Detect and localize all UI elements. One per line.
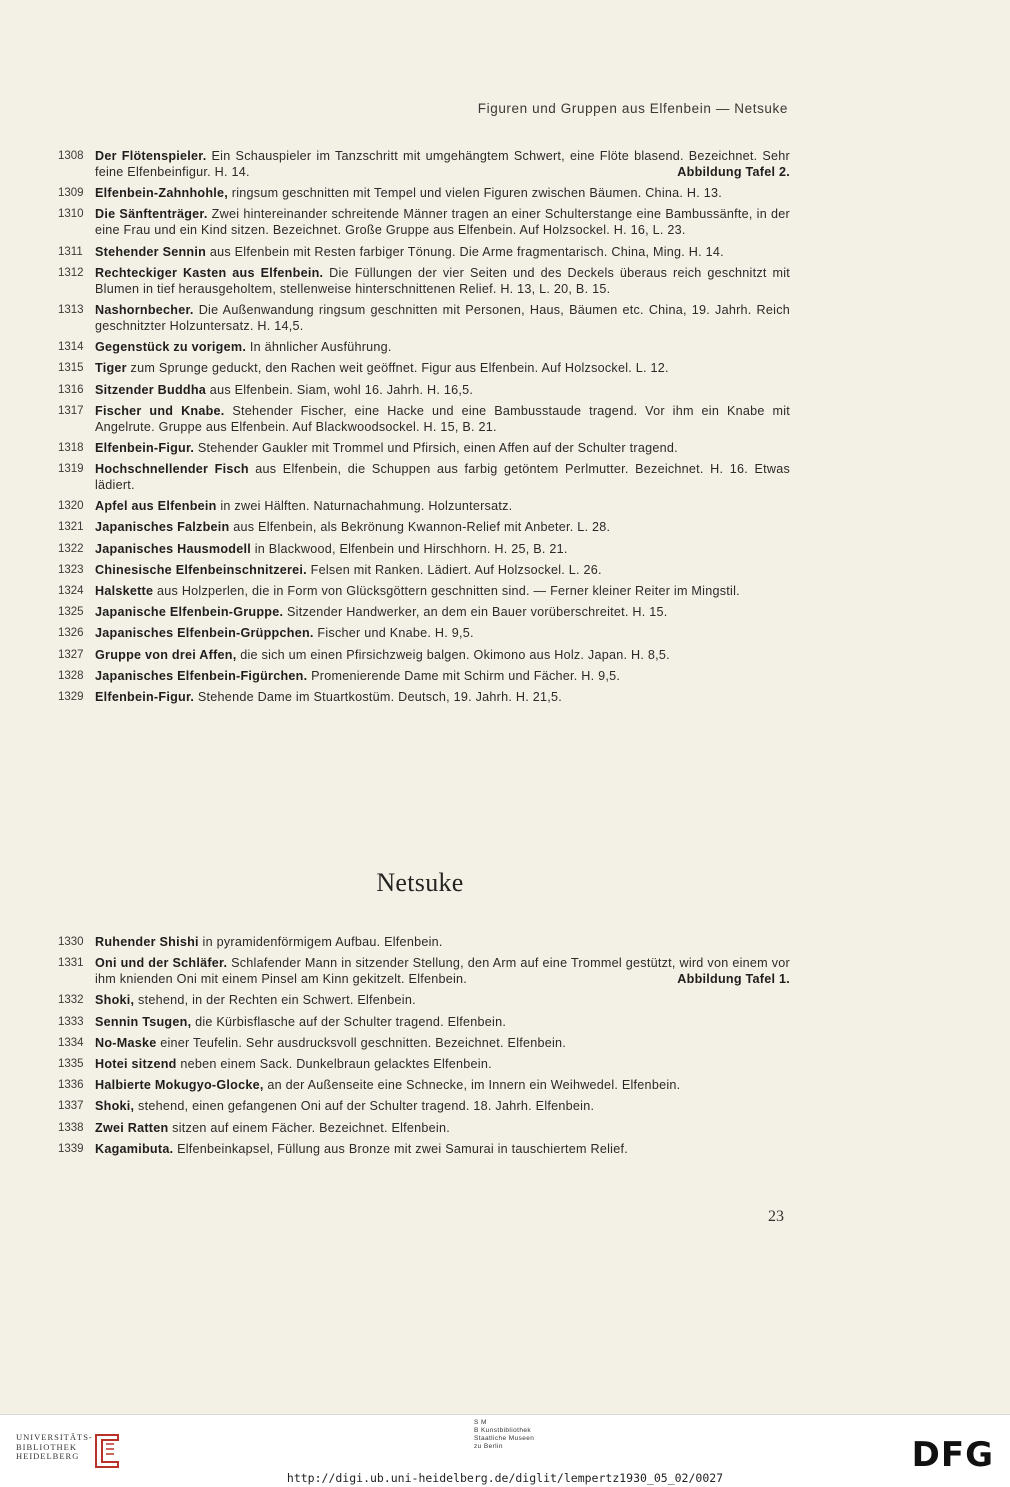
- entries-list-figures: [58, 148, 790, 710]
- entry-title: Japanisches Elfenbein-Grüppchen.: [95, 626, 314, 641]
- plate-reference: Abbildung Tafel 1.: [677, 972, 790, 987]
- digitization-footer: [0, 1414, 1010, 1487]
- entry-text: in Blackwood, Elfenbein und Hirschhorn. H. 25, B. 21.: [251, 541, 568, 556]
- catalog-entry: [58, 934, 790, 950]
- entry-description: [95, 541, 790, 557]
- entry-title: Japanisches Falzbein: [95, 520, 230, 535]
- entry-description: [95, 403, 790, 435]
- entry-description: [95, 647, 790, 663]
- catalog-entry: [58, 440, 790, 456]
- entry-text: die Kürbisflasche auf der Schulter tragend. Elfenbein.: [191, 1014, 507, 1029]
- smb-line: Staatliche Museen: [474, 1435, 535, 1442]
- catalog-entry: [58, 461, 790, 493]
- catalog-entry: [58, 382, 790, 398]
- page-number: 23: [768, 1208, 784, 1225]
- catalog-entry: [58, 244, 790, 260]
- entry-title: Shoki,: [95, 993, 135, 1008]
- catalog-entry: [58, 1098, 790, 1114]
- university-mark-icon: [92, 1431, 122, 1471]
- university-library-logo[interactable]: [16, 1433, 93, 1462]
- entry-title: Japanisches Elfenbein-Figürchen.: [95, 668, 308, 683]
- entry-title: Elfenbein-Figur.: [95, 689, 195, 704]
- entry-text: Fischer und Knabe. H. 9,5.: [313, 626, 474, 641]
- catalog-entry: [58, 604, 790, 620]
- lot-number: 1336: [58, 1079, 84, 1092]
- entry-description: [95, 1098, 790, 1114]
- entry-text: einer Teufelin. Sehr ausdrucksvoll geschnitten. Bezeichnet. Elfenbein.: [156, 1035, 567, 1050]
- entry-description: [95, 668, 790, 684]
- entry-description: [95, 440, 790, 456]
- catalog-entry: [58, 562, 790, 578]
- lot-number: 1328: [58, 669, 84, 682]
- entry-text: in zwei Hälften. Naturnachahmung. Holzuntersatz.: [216, 499, 513, 514]
- entry-text: stehend, in der Rechten ein Schwert. Elfenbein.: [134, 993, 416, 1008]
- entry-text: Ein Schauspieler im Tanzschritt mit umgehängtem Schwert, eine Flöte blasend. Bezeichnet. Sehr feine Elfenbeinfigur. H. 14.: [95, 149, 790, 179]
- entry-title: Apfel aus Elfenbein: [95, 499, 217, 514]
- entry-description: [95, 583, 790, 599]
- entries-list-netsuke: [58, 934, 790, 1162]
- entry-text: aus Elfenbein, als Bekrönung Kwannon-Relief mit Anbeter. L. 28.: [229, 520, 611, 535]
- lot-number: 1317: [58, 404, 84, 417]
- entry-description: [95, 1056, 790, 1072]
- entry-title: Kagamibuta.: [95, 1141, 174, 1156]
- entry-description: [95, 302, 790, 334]
- lot-number: 1339: [58, 1142, 84, 1155]
- smb-kunstbibliothek-logo[interactable]: [474, 1419, 534, 1451]
- lot-number: 1319: [58, 463, 84, 476]
- dfg-logo[interactable]: DFG: [911, 1435, 994, 1475]
- entry-title: Japanische Elfenbein-Gruppe.: [95, 605, 284, 620]
- entry-description: [95, 625, 790, 641]
- entry-description: [95, 562, 790, 578]
- entry-description: [95, 992, 790, 1008]
- entry-title: Rechteckiger Kasten aus Elfenbein.: [95, 265, 324, 280]
- catalog-entry: [58, 1141, 790, 1157]
- entry-text: Stehender Fischer, eine Hacke und eine Bambusstaude tragend. Vor ihm ein Knabe mit Angelrute. Gruppe aus Elfenbein. Auf Blackwoodsockel. H. 15, B. 21.: [95, 403, 790, 434]
- lot-number: 1309: [58, 187, 84, 200]
- entry-text: stehend, einen gefangenen Oni auf der Schulter tragend. 18. Jahrh. Elfenbein.: [134, 1099, 595, 1114]
- lot-number: 1310: [58, 208, 84, 221]
- entry-title: Gruppe von drei Affen,: [95, 647, 237, 662]
- lot-number: 1335: [58, 1057, 84, 1070]
- entry-title: Hochschnellender Fisch: [95, 462, 249, 477]
- catalog-entry: [58, 955, 790, 987]
- catalog-entry: [58, 647, 790, 663]
- lot-number: 1331: [58, 957, 84, 970]
- entry-description: [95, 604, 790, 620]
- running-head: Figuren und Gruppen aus Elfenbein — Netsuke: [477, 101, 788, 116]
- entry-description: [95, 955, 790, 987]
- entry-title: Tiger: [95, 361, 127, 376]
- section-heading: Netsuke: [376, 868, 464, 897]
- catalog-entry: [58, 302, 790, 334]
- catalog-entry: [58, 206, 790, 238]
- entry-text: aus Elfenbein mit Resten farbiger Tönung. Die Arme fragmentarisch. China, Ming. H. 14.: [206, 244, 724, 259]
- entry-text: Schlafender Mann in sitzender Stellung, den Arm auf eine Trommel gestützt, wird von einem vor ihm knienden Oni mit einem Pinsel am Kinn gekitzelt. Elfenbein.: [95, 956, 790, 987]
- entry-description: [95, 1077, 790, 1093]
- catalog-entry: [58, 1056, 790, 1072]
- entry-text: Stehender Gaukler mit Trommel und Pfirsich, einen Affen auf der Schulter tragend.: [194, 440, 678, 455]
- catalog-entry: [58, 519, 790, 535]
- entry-description: [95, 519, 790, 535]
- entry-text: neben einem Sack. Dunkelbraun gelacktes Elfenbein.: [176, 1056, 492, 1071]
- catalog-entry: [58, 1120, 790, 1136]
- entry-description: [95, 244, 790, 260]
- entry-text: aus Holzperlen, die in Form von Glücksgöttern geschnitten sind. — Ferner kleiner Reiter im Mingstil.: [153, 584, 740, 598]
- lot-number: 1321: [58, 521, 84, 534]
- entry-description: [95, 689, 790, 705]
- entry-text: Promenierende Dame mit Schirm und Fächer. H. 9,5.: [307, 668, 621, 683]
- entry-description: [95, 461, 790, 493]
- entry-description: [95, 360, 790, 376]
- catalog-entry: [58, 148, 790, 180]
- entry-description: [95, 148, 790, 180]
- catalog-entry: [58, 668, 790, 684]
- entry-text: aus Elfenbein, die Schuppen aus farbig getöntem Perlmutter. Bezeichnet. H. 16. Etwas lädiert.: [95, 462, 790, 493]
- catalog-entry: [58, 992, 790, 1008]
- smb-line: zu Berlin: [474, 1443, 503, 1450]
- entry-title: Chinesische Elfenbeinschnitzerei.: [95, 562, 307, 577]
- catalog-entry: [58, 1035, 790, 1051]
- smb-line: B Kunstbibliothek: [474, 1427, 532, 1434]
- entry-text: in pyramidenförmigem Aufbau. Elfenbein.: [198, 935, 443, 949]
- lot-number: 1325: [58, 606, 84, 619]
- entry-title: Fischer und Knabe.: [95, 403, 225, 418]
- entry-description: [95, 498, 790, 514]
- entry-text: Sitzender Handwerker, an dem ein Bauer vorüberschreitet. H. 15.: [283, 605, 668, 620]
- lot-number: 1316: [58, 383, 84, 396]
- entry-description: [95, 1120, 790, 1136]
- entry-title: Ruhender Shishi: [95, 935, 199, 949]
- catalog-entry: [58, 689, 790, 705]
- catalog-entry: [58, 185, 790, 201]
- lot-number: 1332: [58, 994, 84, 1007]
- entry-title: Nashornbecher.: [95, 302, 194, 317]
- entry-title: No-Maske: [95, 1035, 157, 1050]
- lot-number: 1313: [58, 303, 84, 316]
- entry-description: [95, 206, 790, 238]
- plate-reference: Abbildung Tafel 2.: [677, 165, 790, 179]
- catalog-entry: [58, 1014, 790, 1030]
- lot-number: 1327: [58, 648, 84, 661]
- lot-number: 1320: [58, 500, 84, 513]
- entry-description: [95, 1014, 790, 1030]
- catalog-entry: [58, 360, 790, 376]
- entry-text: zum Sprunge geduckt, den Rachen weit geöffnet. Figur aus Elfenbein. Auf Holzsockel. L. 12.: [126, 361, 669, 376]
- lot-number: 1326: [58, 627, 84, 640]
- lot-number: 1315: [58, 362, 84, 375]
- entry-text: Stehende Dame im Stuartkostüm. Deutsch, 19. Jahrh. H. 21,5.: [194, 689, 562, 704]
- lot-number: 1334: [58, 1036, 84, 1049]
- catalog-entry: [58, 541, 790, 557]
- lot-number: 1330: [58, 936, 84, 948]
- entry-text: ringsum geschnitten mit Tempel und vielen Figuren zwischen Bäumen. China. H. 13.: [228, 186, 722, 201]
- lot-number: 1323: [58, 563, 84, 576]
- lot-number: 1338: [58, 1121, 84, 1134]
- lot-number: 1333: [58, 1015, 84, 1028]
- catalog-entry: [58, 1077, 790, 1093]
- entry-text: sitzen auf einem Fächer. Bezeichnet. Elfenbein.: [168, 1120, 450, 1135]
- entry-title: Gegenstück zu vorigem.: [95, 340, 247, 355]
- permalink-url[interactable]: http://digi.ub.uni-heidelberg.de/diglit/lempertz1930_05_02/0027: [286, 1471, 724, 1485]
- lot-number: 1314: [58, 341, 84, 354]
- entry-text: Elfenbeinkapsel, Füllung aus Bronze mit zwei Samurai in tauschiertem Relief.: [173, 1141, 628, 1156]
- lot-number: 1324: [58, 585, 84, 597]
- lot-number: 1318: [58, 441, 84, 454]
- lot-number: 1337: [58, 1100, 84, 1113]
- entry-title: Elfenbein-Figur.: [95, 440, 195, 455]
- lot-number: 1329: [58, 690, 84, 703]
- lot-number: 1322: [58, 542, 84, 555]
- catalog-entry: [58, 498, 790, 514]
- entry-text: Felsen mit Ranken. Lädiert. Auf Holzsockel. L. 26.: [306, 562, 602, 577]
- entry-description: [95, 382, 790, 398]
- entry-title: Oni und der Schläfer.: [95, 956, 228, 971]
- entry-title: Japanisches Hausmodell: [95, 541, 251, 556]
- entry-title: Halbierte Mokugyo-Glocke,: [95, 1078, 264, 1093]
- entry-title: Die Sänftenträger.: [95, 207, 208, 222]
- entry-title: Hotei sitzend: [95, 1056, 177, 1071]
- entry-text: die sich um einen Pfirsichzweig balgen. Okimono aus Holz. Japan. H. 8,5.: [236, 647, 670, 662]
- entry-title: Sitzender Buddha: [95, 382, 207, 397]
- smb-line: S M: [474, 1419, 487, 1426]
- uni-logo-line: UNIVERSITÄTS-: [16, 1432, 93, 1442]
- entry-title: Stehender Sennin: [95, 244, 207, 259]
- uni-logo-line: HEIDELBERG: [16, 1451, 80, 1461]
- entry-text: aus Elfenbein. Siam, wohl 16. Jahrh. H. 16,5.: [206, 382, 474, 397]
- entry-text: an der Außenseite eine Schnecke, im Innern ein Weihwedel. Elfenbein.: [263, 1078, 681, 1093]
- entry-title: Zwei Ratten: [95, 1120, 169, 1135]
- lot-number: 1308: [58, 150, 84, 162]
- entry-text: Zwei hintereinander schreitende Männer tragen an einer Schulterstange eine Bambussänfte, in der eine Frau und ein Kind sitzen. Bezeichnet. Große Gruppe aus Elfenbein. Auf Holzsockel. H. 16, L. 23.: [95, 207, 790, 238]
- catalog-entry: [58, 625, 790, 641]
- entry-description: [95, 339, 790, 355]
- catalog-entry: [58, 583, 790, 599]
- entry-text: In ähnlicher Ausführung.: [246, 340, 392, 355]
- catalog-entry: [58, 339, 790, 355]
- lot-number: 1312: [58, 266, 84, 279]
- entry-title: Elfenbein-Zahnhohle,: [95, 186, 229, 201]
- entry-text: Die Außenwandung ringsum geschnitten mit Personen, Haus, Bäumen etc. China, 19. Jahrh. Reich geschnitzter Holzuntersatz. H. 14,5.: [95, 302, 790, 333]
- entry-title: Der Flötenspieler.: [95, 149, 207, 163]
- entry-description: [95, 934, 790, 950]
- catalog-entry: [58, 265, 790, 297]
- entry-description: [95, 1035, 790, 1051]
- entry-text: Die Füllungen der vier Seiten und des Deckels überaus reich geschnitzt mit Blumen in tief herausgeholtem, stellenweise hinterschnittenen Relief. H. 13, L. 20, B. 15.: [95, 265, 790, 296]
- entry-description: [95, 185, 790, 201]
- entry-title: Sennin Tsugen,: [95, 1014, 192, 1029]
- lot-number: 1311: [58, 245, 83, 258]
- entry-title: Shoki,: [95, 1099, 135, 1114]
- entry-title: Halskette: [95, 584, 154, 598]
- entry-description: [95, 1141, 790, 1157]
- entry-description: [95, 265, 790, 297]
- catalog-entry: [58, 403, 790, 435]
- uni-logo-line: BIBLIOTHEK: [16, 1441, 77, 1452]
